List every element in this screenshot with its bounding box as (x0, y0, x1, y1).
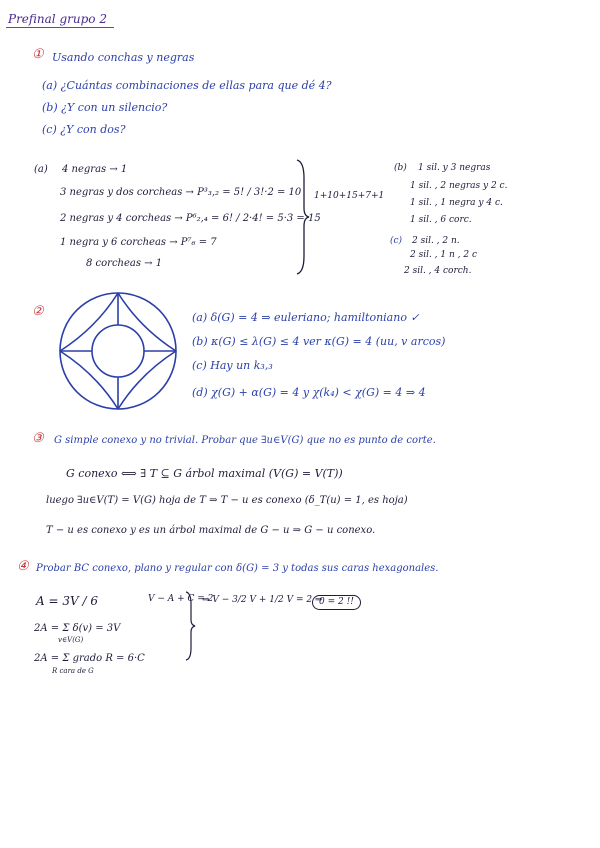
problem2-answer-a: (a) δ(G) = 4 ⇒ euleriano; hamiltoniano ✓ (192, 311, 420, 324)
euler-formula: V − A + C = 2 (148, 594, 214, 604)
problem1-question-c: (c) ¿Y con dos? (42, 123, 126, 136)
work-a-row-5: 8 corcheas → 1 (86, 258, 163, 269)
problem3-number: ③ (32, 431, 44, 446)
problem3-line-1: G conexo ⟺ ∃ T ⊆ G árbol maximal (V(G) = V(T)) (66, 467, 343, 480)
problem4-number: ④ (17, 559, 29, 574)
work-a-brace (294, 158, 310, 276)
work-c-row-1: 2 sil. , 2 n. (412, 236, 460, 246)
problem3-line-2: luego ∃u∈V(T) = V(G) hoja de T ⇒ T − u es conexo (δ_T(u) = 1, es hoja) (46, 495, 408, 506)
work-a-row-3: 2 negras y 4 corcheas → P⁶₂,₄ = 6! / 2·4! = 5·3 = 15 (60, 213, 321, 224)
problem4-line-3: 2A = Σ grado R = 6·C (34, 653, 145, 664)
problem4-subscript-1: v∈V(G) (58, 636, 84, 644)
graph-figure (55, 288, 181, 414)
problem4-subscript-2: R cara de G (52, 667, 94, 675)
work-b-row-2: 1 sil. , 2 negras y 2 c. (410, 181, 508, 191)
page-title: Prefinal grupo 2 (8, 12, 107, 26)
work-b-row-3: 1 sil. , 1 negra y 4 c. (410, 198, 503, 208)
work-b-label: (b) (394, 163, 407, 173)
problem4-statement: Probar BC conexo, plano y regular con δ(G) = 3 y todas sus caras hexagonales. (36, 563, 439, 574)
problem4-result: 0 = 2 !! (312, 595, 361, 610)
work-b-row-4: 1 sil. , 6 corc. (410, 215, 472, 225)
problem1-question-a: (a) ¿Cuántas combinaciones de ellas para que dé 4? (42, 79, 332, 92)
work-b-row-1: 1 sil. y 3 negras (418, 163, 491, 173)
problem2-number: ② (32, 304, 44, 319)
problem2-answer-d: (d) χ(G) + α(G) = 4 y χ(k₄) < χ(G) = 4 ⇒ 4 (192, 386, 426, 399)
work-a-row-2: 3 negras y dos corcheas → P³₃,₂ = 5! / 3!·2 = 10 (60, 187, 302, 198)
problem3-statement: G simple conexo y no trivial. Probar que ∃u∈V(G) que no es punto de corte. (54, 435, 436, 446)
problem4-brace (184, 590, 196, 662)
work-a-row-1: 4 negras → 1 (62, 164, 128, 175)
problem3-line-3: T − u es conexo y es un árbol maximal de G − u ⇒ G − u conexo. (46, 525, 376, 536)
title-underline (6, 27, 114, 28)
work-a-row-4: 1 negra y 6 corcheas → P⁷₆ = 7 (60, 237, 217, 248)
work-c-row-3: 2 sil. , 4 corch. (404, 266, 472, 276)
problem4-line-1: A = 3V / 6 (36, 594, 98, 608)
problem1-number: ① (32, 47, 44, 62)
work-a-sum: 1+10+15+7+1 (314, 191, 385, 201)
work-a-label: (a) (34, 164, 48, 175)
problem2-answer-c: (c) Hay un k₃,₃ (192, 359, 273, 372)
problem1-question-b: (b) ¿Y con un silencio? (42, 101, 168, 114)
problem2-answer-b: (b) κ(G) ≤ λ(G) ≤ 4 ver κ(G) = 4 (uu, v arcos) (192, 335, 446, 348)
work-c-row-2: 2 sil. , 1 n , 2 c (410, 250, 477, 260)
problem4-derivation: ⇒ V − 3/2 V + 1/2 V = 2 ⇒ (202, 595, 323, 605)
problem1-statement: Usando conchas y negras (52, 51, 195, 64)
problem4-line-2: 2A = Σ δ(v) = 3V (34, 623, 121, 634)
work-c-label: (c) (390, 236, 403, 246)
